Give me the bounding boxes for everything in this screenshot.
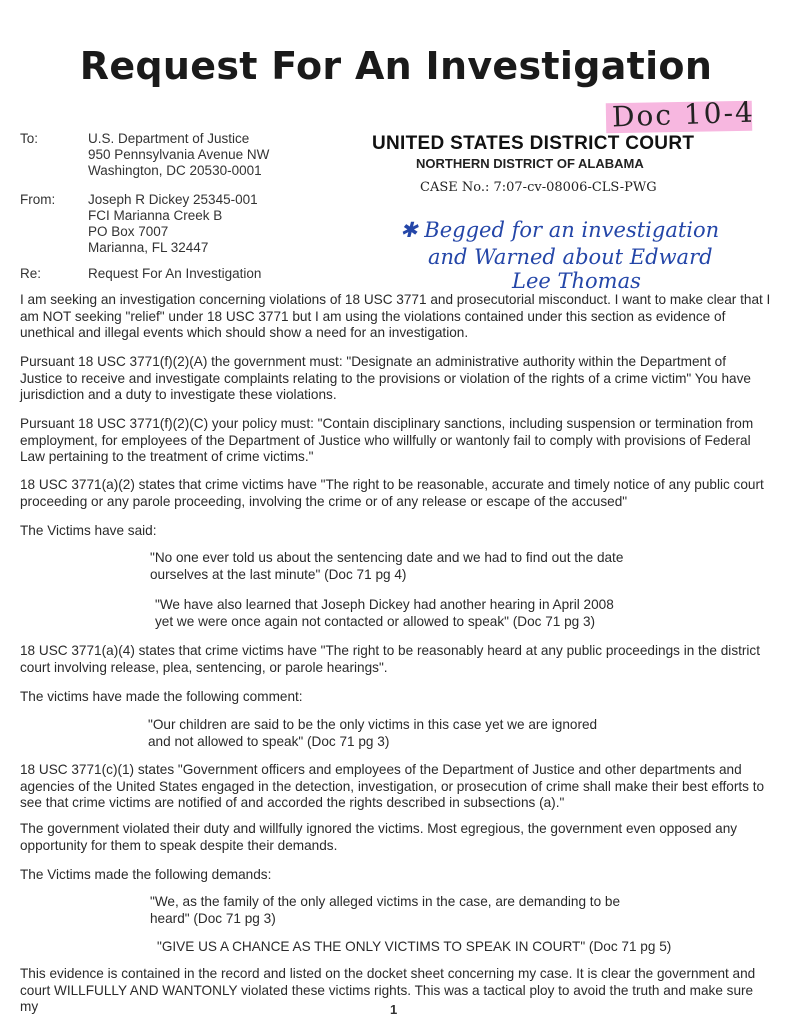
paragraph-3771-a4: 18 USC 3771(a)(4) states that crime victims have "The right to be reasonably heard at any public proceedings in the district court involving release, plea, sentencing, or parole hearings".: [20, 643, 761, 675]
paragraph-evidence: This evidence is contained in the record and listed on the docket sheet concerning my case. It is clear the government and court WILLFULLY AND WANTONLY violated these victims rights. This was a tactical ploy to avoid the truth and make sure my: [20, 966, 756, 1014]
from-address-line-3: PO Box 7007: [88, 224, 169, 239]
paragraph-3771-c1: 18 USC 3771(c)(1) states "Government officers and employees of the Department of Justice and other departments and agencies of the United States engaged in the detection, investigation, or prosecution of crime shall make their best efforts to see that crime victims are notified of and accorded the rights described in subsections (a).": [20, 762, 765, 810]
paragraph-3771-f2c: Pursuant 18 USC 3771(f)(2)(C) your policy must: "Contain disciplinary sanctions, including suspension or termination from employment, for employees of the Department of Justice who willfully or wantonly fail to comply with provisions of Federal Law pertaining to the treatment of crime victims.": [20, 416, 754, 464]
handwritten-note-line-2: and Warned about Edward: [428, 245, 713, 269]
handwritten-note-line-1: ✱ Begged for an investigation: [400, 218, 720, 242]
paragraph-government-violated: The government violated their duty and willfully ignored the victims. Most egregious, the government even opposed any opportunity for them to speak despite their demands.: [20, 821, 738, 853]
handwritten-note-line-3: Lee Thomas: [512, 269, 641, 293]
paragraph-victims-said: The Victims have said:: [20, 523, 157, 538]
paragraph-3771-f2a: Pursuant 18 USC 3771(f)(2)(A) the government must: "Designate an administrative authority within the Department of Justice to receive and investigate complaints relating to the provisions or violation of the rights of a crime victim" You have jurisdiction and a duty to investigate these violations.: [20, 354, 751, 402]
paragraph-victims-demands: The Victims made the following demands:: [20, 867, 272, 882]
handwritten-doc-number: Doc 10-4: [611, 95, 756, 134]
re-label: Re:: [20, 266, 42, 281]
case-number: CASE No.: 7:07-cv-08006-CLS-PWG: [420, 180, 657, 195]
page-number: 1: [390, 1002, 398, 1017]
victim-demand-1: "We, as the family of the only alleged victims in the case, are demanding to be heard" (Doc 71 pg 3): [150, 894, 621, 926]
victim-demand-2: "GIVE US A CHANCE AS THE ONLY VICTIMS TO SPEAK IN COURT" (Doc 71 pg 5): [157, 939, 672, 954]
from-address-line-4: Marianna, FL 32447: [88, 240, 209, 255]
re-subject: Request For An Investigation: [88, 266, 262, 281]
paragraph-intro: I am seeking an investigation concerning violations of 18 USC 3771 and prosecutorial misconduct. I want to make clear that I am NOT seeking "relief" under 18 USC 3771 but I am using the violations contained under this section as evidence of unethical and illegal events which should show a need for an investigation.: [20, 292, 771, 340]
victim-quote-1: "No one ever told us about the sentencing date and we had to find out the date ourselves at the last minute" (Doc 71 pg 4): [150, 550, 624, 582]
paragraph-3771-a2: 18 USC 3771(a)(2) states that crime victims have "The right to be reasonable, accurate and timely notice of any public court proceeding or any parole proceeding, involving the crime or of any release or escape of the accused": [20, 477, 764, 509]
to-address-line-2: 950 Pennsylvania Avenue NW: [88, 147, 270, 162]
court-district: NORTHERN DISTRICT OF ALABAMA: [416, 156, 644, 171]
victim-quote-3: "Our children are said to be the only victims in this case yet we are ignored and not allowed to speak" (Doc 71 pg 3): [148, 717, 598, 749]
from-address-line-1: Joseph R Dickey 25345-001: [88, 192, 258, 207]
from-address-line-2: FCI Marianna Creek B: [88, 208, 223, 223]
to-label: To:: [20, 131, 39, 146]
from-label: From:: [20, 192, 56, 207]
paragraph-victims-comment: The victims have made the following comment:: [20, 689, 303, 704]
court-name: UNITED STATES DISTRICT COURT: [372, 133, 695, 154]
to-address-line-1: U.S. Department of Justice: [88, 131, 250, 146]
victim-quote-2: "We have also learned that Joseph Dickey had another hearing in April 2008 yet we were once again not contacted or allowed to speak" (Doc 71 pg 3): [155, 597, 614, 629]
to-address-line-3: Washington, DC 20530-0001: [88, 163, 262, 178]
document-title: Request For An Investigation: [79, 44, 713, 88]
